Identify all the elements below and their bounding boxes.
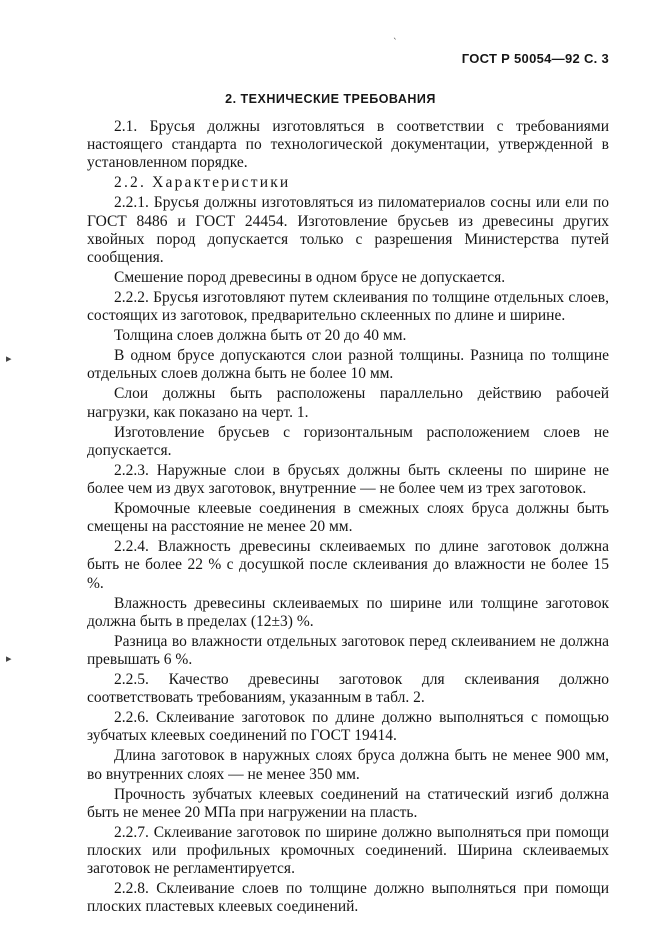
paragraph-moisture-width: Влажность древесины склеиваемых по ширине или толщине заготовок должна быть в пределах (12±3) %.: [87, 594, 609, 630]
margin-mark-icon: ▸: [6, 352, 12, 365]
paragraph-edge-joints: Кромочные клеевые соединения в смежных слоях бруса должны быть смещены на расстояние не менее 20 мм.: [87, 500, 609, 536]
paragraph-layer-thickness: Толщина слоев должна быть от 20 до 40 мм.: [114, 327, 407, 345]
paragraph-2-2-3: 2.2.3. Наружные слои в брусьях должны быть склеены по ширине не более чем из двух заготовок, внутренние — не более чем из трех заготовок.: [87, 461, 609, 498]
body-text: [87, 118, 609, 918]
paragraph-blank-length: Длина заготовок в наружных слоях бруса должна быть не менее 900 мм, во внутренних слоях — не менее 350 мм.: [87, 747, 609, 783]
paragraph-2-2-2: 2.2.2. Брусья изготовляют путем склеивания по толщине отдельных слоев, состоящих из заготовок, предварительно склеенных по длине и ширине.: [87, 289, 609, 325]
margin-mark-icon: ▸: [6, 652, 12, 665]
paragraph-2-2-heading: 2.2. Характеристики: [114, 174, 291, 192]
paragraph-2-2-8: 2.2.8. Склеивание слоев по толщине должно выполняться при помощи плоских пластевых клеевых соединений.: [87, 880, 609, 916]
paragraph-horizontal-layers: Изготовление брусьев с горизонтальным расположением слоев не допускается.: [87, 423, 609, 459]
scan-speck-icon: ˋ: [393, 38, 398, 48]
paragraph-joint-strength: Прочность зубчатых клеевых соединений на статический изгиб должна быть не менее 20 МПа при нагружении на пласть.: [87, 785, 609, 821]
paragraph-2-2-6: 2.2.6. Склеивание заготовок по длине должно выполняться с помощью зубчатых клеевых соединений по ГОСТ 19414.: [87, 709, 609, 745]
paragraph-2-2-1: 2.2.1. Брусья должны изготовляться из пиломатериалов сосны или ели по ГОСТ 8486 и ГОСТ 24454. Изготовление брусьев из древесины других хвойных пород допускается только с разрешения Министерства путей сообщения.: [87, 194, 609, 267]
paragraph-layer-orientation: Слои должны быть расположены параллельно действию рабочей нагрузки, как показано на черт. 1.: [87, 385, 609, 421]
paragraph-2-2-4: 2.2.4. Влажность древесины склеиваемых по длине заготовок должна быть не более 22 % с досушкой после склеивания до влажности не более 15 %.: [87, 538, 609, 592]
paragraph-thickness-difference: В одном брусе допускаются слои разной толщины. Разница по толщине отдельных слоев должна быть не более 10 мм.: [87, 347, 609, 383]
paragraph-moisture-difference: Разница во влажности отдельных заготовок перед склеиванием не должна превышать 6 %.: [87, 632, 609, 669]
paragraph-2-2-7: 2.2.7. Склеивание заготовок по ширине должно выполняться при помощи плоских или профильных кромочных соединений. Ширина склеиваемых заготовок не регламентируется.: [87, 823, 609, 878]
paragraph-2-2-5: 2.2.5. Качество древесины заготовок для склеивания должно соответствовать требованиям, указанным в табл. 2.: [87, 671, 609, 707]
page-header: ГОСТ Р 50054—92 С. 3: [461, 51, 609, 66]
paragraph-mixing-species: Смешение пород древесины в одном брусе не допускается.: [114, 269, 506, 287]
section-title: 2. ТЕХНИЧЕСКИЕ ТРЕБОВАНИЯ: [225, 92, 436, 106]
paragraph-2-1: 2.1. Брусья должны изготовляться в соответствии с требованиями настоящего стандарта по технологической документации, утвержденной в установленном порядке.: [87, 118, 609, 172]
